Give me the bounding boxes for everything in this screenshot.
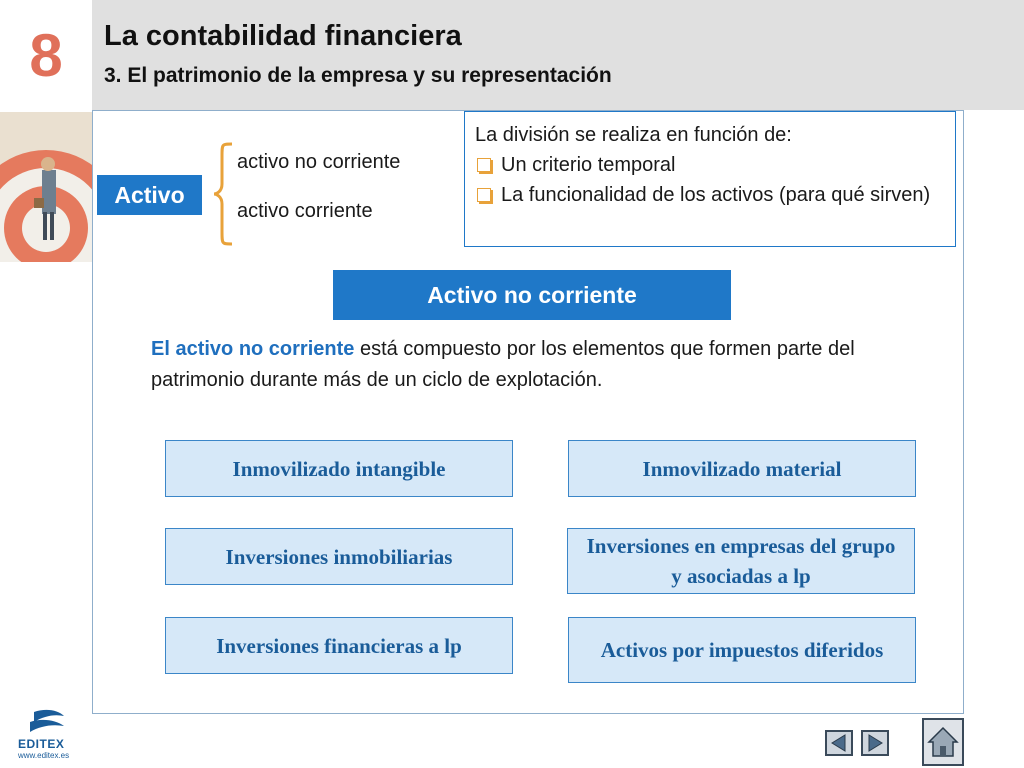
brace-icon [212, 142, 234, 246]
criteria-item [475, 180, 945, 210]
tile-inmovilizado-intangible[interactable]: Inmovilizado intangible [165, 440, 513, 497]
checkbox-bullet-icon [477, 188, 491, 202]
criteria-box [464, 111, 956, 247]
chapter-number: 8 [29, 21, 63, 89]
businessman-target-illustration [0, 112, 92, 262]
next-slide-button[interactable] [861, 730, 889, 756]
checkbox-bullet-icon [477, 158, 491, 172]
activo-item-no-corriente: activo no corriente [237, 151, 401, 173]
tile-inmovilizado-material[interactable]: Inmovilizado material [568, 440, 916, 497]
section-banner: Activo no corriente [333, 270, 731, 320]
activo-label-box: Activo [97, 175, 202, 215]
tile-inversiones-empresas-grupo[interactable]: Inversiones en empresas del grupo y asociadas a lp [567, 528, 915, 594]
criteria-item [475, 150, 945, 180]
triangle-right-icon [863, 732, 887, 754]
definition-paragraph [151, 334, 951, 396]
triangle-left-icon [827, 732, 851, 754]
header-bar [92, 0, 1024, 110]
page-title: La contabilidad financiera [104, 20, 462, 52]
activo-item-corriente: activo corriente [237, 200, 373, 222]
target-person-icon [0, 112, 92, 262]
logo-text: EDITEX [18, 737, 65, 751]
criteria-item-text: Un criterio temporal [501, 154, 676, 176]
definition-text: está compuesto por los elementos que formen parte del patrimonio durante más de un ciclo de explotación. [151, 338, 855, 391]
logo-url: www.editex.es [18, 751, 70, 760]
home-icon [924, 720, 962, 764]
home-button[interactable] [922, 718, 964, 766]
tile-inversiones-financieras[interactable]: Inversiones financieras a lp [165, 617, 513, 674]
definition-term: El activo no corriente [151, 338, 355, 360]
tile-inversiones-inmobiliarias[interactable]: Inversiones inmobiliarias [165, 528, 513, 585]
previous-slide-button[interactable] [825, 730, 853, 756]
tile-activos-impuestos-diferidos[interactable]: Activos por impuestos diferidos [568, 617, 916, 683]
criteria-intro: La división se realiza en función de: [475, 124, 792, 146]
criteria-item-text: La funcionalidad de los activos (para qué sirven) [501, 184, 931, 206]
page-subtitle: 3. El patrimonio de la empresa y su representación [104, 64, 612, 87]
